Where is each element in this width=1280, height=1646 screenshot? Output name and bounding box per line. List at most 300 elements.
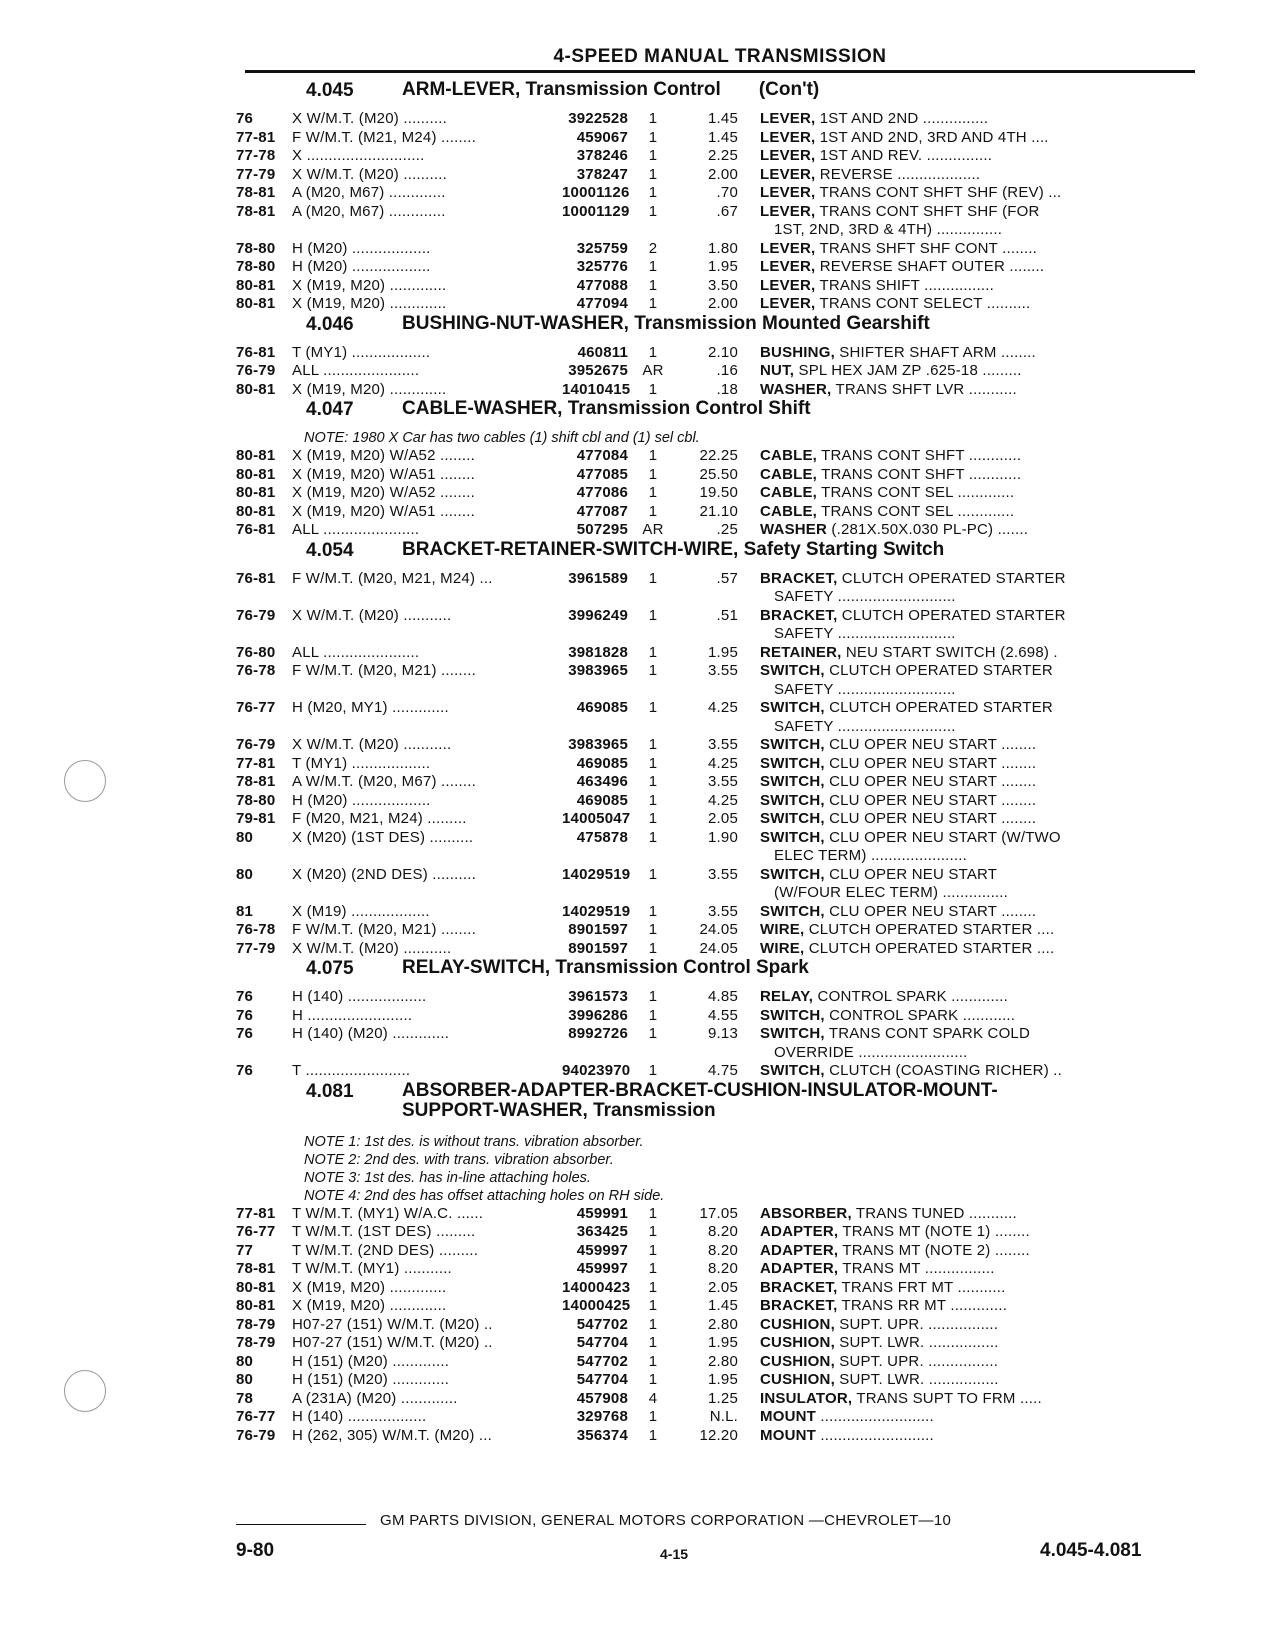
section-title bbox=[402, 540, 944, 560]
description bbox=[738, 344, 1236, 363]
description bbox=[738, 866, 1236, 903]
description-keyword: LEVER, bbox=[760, 276, 816, 294]
description bbox=[738, 903, 1236, 922]
application: H ........................ bbox=[292, 1006, 413, 1024]
quantity: 1 bbox=[648, 276, 658, 294]
description-text: TRANS CONT SHFT ............ bbox=[817, 447, 1022, 464]
model-years: 78-81 bbox=[236, 1260, 276, 1277]
price: 4.25 bbox=[708, 791, 738, 809]
part-number: 14000425 bbox=[562, 1297, 631, 1314]
quantity: 1 bbox=[648, 110, 658, 127]
part-number: 363425 bbox=[576, 1223, 628, 1240]
part-number: 3996249 bbox=[568, 606, 628, 624]
description bbox=[738, 203, 1236, 240]
part-row bbox=[236, 903, 1196, 922]
price: 24.05 bbox=[699, 939, 738, 957]
application: X (M19, M20) W/A51 ........ bbox=[292, 465, 475, 483]
quantity: 1 bbox=[648, 184, 658, 201]
price: 2.05 bbox=[708, 1278, 738, 1296]
part-row bbox=[236, 736, 1196, 755]
price: 4.75 bbox=[708, 1062, 738, 1079]
quantity: 1 bbox=[648, 643, 658, 661]
description-keyword: LEVER, bbox=[760, 110, 816, 127]
model-years: 80 bbox=[236, 865, 254, 883]
price: 24.05 bbox=[699, 921, 738, 938]
part-row bbox=[236, 381, 1196, 400]
description bbox=[738, 1297, 1236, 1316]
application: ALL ...................... bbox=[292, 521, 420, 538]
quantity: 1 bbox=[648, 606, 658, 624]
description-keyword: SWITCH, bbox=[760, 828, 825, 846]
application: H (M20, MY1) ............. bbox=[292, 699, 449, 716]
part-number: 3983965 bbox=[568, 736, 628, 753]
part-number: 547702 bbox=[576, 1352, 628, 1370]
application: H (140) .................. bbox=[292, 1408, 427, 1425]
quantity: 1 bbox=[648, 1241, 658, 1259]
application: X (M19) .................. bbox=[292, 902, 430, 920]
description-keyword: SWITCH, bbox=[760, 902, 825, 920]
part-number: 477094 bbox=[576, 295, 628, 312]
part-number: 459997 bbox=[576, 1241, 628, 1259]
model-years: 78-81 bbox=[236, 773, 276, 790]
model-years: 80-81 bbox=[236, 1278, 276, 1296]
quantity: 1 bbox=[648, 295, 658, 312]
price: 2.05 bbox=[708, 810, 738, 827]
description bbox=[738, 940, 1236, 959]
model-years: 78-79 bbox=[236, 1334, 276, 1351]
quantity: 1 bbox=[648, 1315, 658, 1333]
quantity: AR bbox=[642, 521, 664, 538]
part-row bbox=[236, 1297, 1196, 1316]
section-number: 4.081 bbox=[306, 1080, 354, 1102]
description-keyword: WIRE, bbox=[760, 939, 805, 957]
description bbox=[738, 466, 1236, 485]
price: 4.25 bbox=[708, 754, 738, 772]
application: X W/M.T. (M20) ........... bbox=[292, 736, 452, 753]
part-row bbox=[236, 1062, 1196, 1081]
application: H (M20) .................. bbox=[292, 258, 431, 275]
description-keyword: CUSHION, bbox=[760, 1334, 835, 1351]
part-row bbox=[236, 662, 1196, 699]
section-heading bbox=[236, 1081, 1196, 1133]
footer-section-range: 4.045-4.081 bbox=[1040, 1540, 1142, 1561]
part-row bbox=[236, 1334, 1196, 1353]
part-row bbox=[236, 1353, 1196, 1372]
application: X (M19, M20) W/A52 ........ bbox=[292, 484, 475, 501]
part-row bbox=[236, 344, 1196, 363]
description-text: TRANS SHFT LVR ........... bbox=[831, 380, 1017, 398]
description-keyword: SWITCH, bbox=[760, 1062, 825, 1079]
description-keyword: SWITCH, bbox=[760, 736, 825, 753]
model-years: 76-81 bbox=[236, 569, 276, 587]
description-text: TRANS MT (NOTE 1) ........ bbox=[838, 1223, 1030, 1240]
quantity: 1 bbox=[648, 865, 658, 883]
section-number: 4.046 bbox=[306, 313, 354, 335]
price: .18 bbox=[716, 380, 738, 398]
quantity: 1 bbox=[648, 773, 658, 790]
quantity: 1 bbox=[648, 1062, 658, 1079]
model-years: 76-79 bbox=[236, 736, 276, 753]
quantity: 1 bbox=[648, 939, 658, 957]
section-note: NOTE 3: 1st des. has in-line attaching holes. bbox=[304, 1169, 591, 1186]
part-row bbox=[236, 277, 1196, 296]
title-rule bbox=[245, 70, 1195, 73]
description-keyword: ADAPTER, bbox=[760, 1241, 839, 1259]
description-keyword: SWITCH, bbox=[760, 791, 825, 809]
binder-hole-mark bbox=[64, 1370, 106, 1412]
part-number: 3996286 bbox=[568, 1006, 628, 1024]
description-text: TRANS RR MT ............. bbox=[837, 1297, 1008, 1314]
description-text: TRANS TUNED ........... bbox=[851, 1204, 1017, 1222]
quantity: 1 bbox=[648, 202, 658, 220]
price: 8.20 bbox=[708, 1241, 738, 1259]
part-number: 547704 bbox=[576, 1371, 628, 1388]
description-text: TRANS SUPT TO FRM ..... bbox=[852, 1389, 1042, 1407]
quantity: AR bbox=[642, 362, 664, 379]
price: 4.85 bbox=[708, 988, 738, 1005]
model-years: 78-81 bbox=[236, 202, 276, 220]
part-number: 14029519 bbox=[562, 902, 631, 920]
part-number: 378247 bbox=[576, 165, 628, 183]
description-text: CLUTCH OPERATED STARTER bbox=[837, 606, 1066, 624]
description-keyword: SWITCH, bbox=[760, 754, 825, 772]
application: T ........................ bbox=[292, 1062, 411, 1079]
model-years: 78-80 bbox=[236, 791, 276, 809]
model-years: 76 bbox=[236, 988, 254, 1005]
section-title-text: ARM-LEVER, Transmission Control bbox=[402, 79, 721, 100]
quantity: 1 bbox=[648, 736, 658, 753]
model-years: 76-78 bbox=[236, 921, 276, 938]
description-text: REVERSE ................... bbox=[815, 165, 981, 183]
model-years: 76 bbox=[236, 1062, 254, 1079]
application: F W/M.T. (M20, M21, M24) ... bbox=[292, 569, 493, 587]
application: T W/M.T. (1ST DES) ......... bbox=[292, 1223, 476, 1240]
description bbox=[738, 447, 1236, 466]
application: X (M20) (2ND DES) .......... bbox=[292, 865, 476, 883]
description bbox=[738, 258, 1236, 277]
quantity: 1 bbox=[648, 791, 658, 809]
model-years: 78 bbox=[236, 1389, 254, 1407]
price: .57 bbox=[716, 569, 738, 587]
description-continuation: 1ST, 2ND, 3RD & 4TH) ............... bbox=[774, 221, 1003, 238]
part-row bbox=[236, 988, 1196, 1007]
description-text: CLU OPER NEU START ........ bbox=[824, 754, 1037, 772]
description-text: .......................... bbox=[816, 1426, 934, 1444]
quantity: 1 bbox=[648, 1278, 658, 1296]
part-row bbox=[236, 921, 1196, 940]
quantity: 1 bbox=[648, 128, 658, 146]
description-keyword: SWITCH, bbox=[760, 810, 825, 827]
price: N.L. bbox=[709, 1408, 738, 1425]
quantity: 1 bbox=[648, 921, 658, 938]
description-text: TRANS CONT SHFT SHF (REV) ... bbox=[815, 184, 1062, 201]
description-keyword: LEVER, bbox=[760, 258, 816, 275]
description-continuation: SAFETY ........................... bbox=[774, 717, 956, 735]
application: ALL ...................... bbox=[292, 362, 420, 379]
section-number: 4.054 bbox=[306, 539, 354, 561]
application: F W/M.T. (M20, M21) ........ bbox=[292, 921, 476, 938]
model-years: 76 bbox=[236, 1006, 254, 1024]
part-number: 477088 bbox=[576, 276, 628, 294]
section-note: NOTE 4: 2nd des has offset attaching holes on RH side. bbox=[304, 1187, 665, 1204]
part-row bbox=[236, 1427, 1196, 1446]
part-row bbox=[236, 1260, 1196, 1279]
part-number: 325776 bbox=[576, 258, 628, 275]
quantity: 1 bbox=[648, 1297, 658, 1314]
application: H (M20) .................. bbox=[292, 239, 431, 257]
part-row bbox=[236, 755, 1196, 774]
model-years: 78-81 bbox=[236, 184, 276, 201]
model-years: 78-79 bbox=[236, 1315, 276, 1333]
model-years: 76-77 bbox=[236, 1408, 276, 1425]
price: 3.55 bbox=[708, 662, 738, 679]
description-text: TRANS MT ................ bbox=[838, 1260, 995, 1277]
application: X (M19, M20) W/A51 ........ bbox=[292, 502, 475, 520]
section-note: NOTE 2: 2nd des. with trans. vibration absorber. bbox=[304, 1151, 614, 1168]
description-continuation: OVERRIDE ......................... bbox=[774, 1043, 968, 1061]
part-row bbox=[236, 147, 1196, 166]
model-years: 80-81 bbox=[236, 465, 276, 483]
description bbox=[738, 988, 1236, 1007]
price: 1.25 bbox=[708, 1389, 738, 1407]
description-keyword: WIRE, bbox=[760, 921, 805, 938]
part-row bbox=[236, 810, 1196, 829]
section-note: NOTE: 1980 X Car has two cables (1) shift cbl and (1) sel cbl. bbox=[304, 430, 700, 446]
model-years: 77-81 bbox=[236, 1204, 276, 1222]
part-row bbox=[236, 1007, 1196, 1026]
description-keyword: WASHER bbox=[760, 521, 828, 538]
description-text: CLU OPER NEU START ........ bbox=[824, 736, 1037, 753]
part-row bbox=[236, 866, 1196, 903]
description-keyword: INSULATOR, bbox=[760, 1389, 853, 1407]
price: 2.80 bbox=[708, 1315, 738, 1333]
description-keyword: ADAPTER, bbox=[760, 1223, 839, 1240]
application: A W/M.T. (M20, M67) ........ bbox=[292, 773, 476, 790]
quantity: 1 bbox=[648, 502, 658, 520]
description-keyword: SWITCH, bbox=[760, 1006, 825, 1024]
footer-publisher: GM PARTS DIVISION, GENERAL MOTORS CORPORATION —CHEVROLET—10 bbox=[380, 1512, 952, 1529]
quantity: 1 bbox=[648, 484, 658, 501]
part-number: 3981828 bbox=[568, 643, 628, 661]
footer-page-number: 4-15 bbox=[660, 1546, 689, 1562]
description-continuation: SAFETY ........................... bbox=[774, 680, 956, 698]
description-text: 1ST AND REV. ............... bbox=[815, 147, 993, 164]
application: H (140) (M20) ............. bbox=[292, 1025, 450, 1042]
footer-rule bbox=[236, 1524, 366, 1525]
model-years: 78-80 bbox=[236, 258, 276, 275]
price: 21.10 bbox=[699, 502, 738, 520]
model-years: 80-81 bbox=[236, 484, 276, 501]
quantity: 1 bbox=[648, 165, 658, 183]
description-text: SUPT. UPR. ................ bbox=[834, 1315, 999, 1333]
description-text: CLU OPER NEU START ........ bbox=[824, 902, 1037, 920]
part-row bbox=[236, 1205, 1196, 1224]
description-text: TRANS CONT SEL ............. bbox=[817, 502, 1015, 520]
section-title bbox=[402, 1081, 998, 1121]
description-text: SPL HEX JAM ZP .625-18 ......... bbox=[794, 362, 1022, 379]
part-number: 10001129 bbox=[562, 202, 630, 220]
description-keyword: CABLE, bbox=[760, 502, 818, 520]
price: 4.55 bbox=[708, 1006, 738, 1024]
page-title: 4-SPEED MANUAL TRANSMISSION bbox=[553, 46, 887, 67]
part-number: 3922528 bbox=[568, 110, 628, 127]
price: 3.55 bbox=[708, 736, 738, 753]
description-keyword: LEVER, bbox=[760, 128, 816, 146]
part-number: 356374 bbox=[576, 1426, 628, 1444]
part-number: 329768 bbox=[576, 1408, 628, 1425]
description-text: CONTROL SPARK ............. bbox=[813, 988, 1008, 1005]
description bbox=[738, 1260, 1236, 1279]
application: X W/M.T. (M20) .......... bbox=[292, 165, 448, 183]
description bbox=[738, 362, 1236, 381]
part-number: 475878 bbox=[576, 828, 628, 846]
quantity: 1 bbox=[648, 754, 658, 772]
price: .70 bbox=[716, 184, 738, 201]
part-row bbox=[236, 166, 1196, 185]
model-years: 77-79 bbox=[236, 939, 276, 957]
application: X (M19, M20) W/A52 ........ bbox=[292, 447, 475, 464]
price: 22.25 bbox=[699, 447, 738, 464]
description-text: CLUTCH OPERATED STARTER bbox=[824, 662, 1053, 679]
part-number: 459997 bbox=[576, 1260, 628, 1277]
price: 9.13 bbox=[708, 1025, 738, 1042]
description-keyword: LEVER, bbox=[760, 184, 816, 201]
description bbox=[738, 166, 1236, 185]
description-keyword: CABLE, bbox=[760, 484, 818, 501]
application: H07-27 (151) W/M.T. (M20) .. bbox=[292, 1315, 493, 1333]
quantity: 1 bbox=[648, 828, 658, 846]
description bbox=[738, 1334, 1236, 1353]
description-continuation: SAFETY ........................... bbox=[774, 588, 956, 605]
description bbox=[738, 570, 1236, 607]
model-years: 77-81 bbox=[236, 128, 276, 146]
description bbox=[738, 240, 1236, 259]
description-text: CLU OPER NEU START (W/TWO bbox=[824, 828, 1061, 846]
description-text: CLUTCH (COASTING RICHER) .. bbox=[824, 1062, 1063, 1079]
quantity: 1 bbox=[648, 1260, 658, 1277]
part-row bbox=[236, 447, 1196, 466]
application: X W/M.T. (M20) ........... bbox=[292, 939, 452, 957]
quantity: 1 bbox=[648, 988, 658, 1005]
quantity: 1 bbox=[648, 810, 658, 827]
description-text: REVERSE SHAFT OUTER ........ bbox=[815, 258, 1045, 275]
application: F (M20, M21, M24) ......... bbox=[292, 810, 467, 827]
part-number: 378246 bbox=[576, 147, 628, 164]
section-title-text: CABLE-WASHER, Transmission Control Shift bbox=[402, 398, 811, 419]
application: X (M19, M20) ............. bbox=[292, 276, 447, 294]
description-keyword: SWITCH, bbox=[760, 1025, 825, 1042]
section-heading bbox=[236, 958, 1196, 988]
part-number: 507295 bbox=[576, 521, 628, 538]
application: H (M20) .................. bbox=[292, 791, 431, 809]
model-years: 76-77 bbox=[236, 1223, 276, 1240]
application: T W/M.T. (2ND DES) ......... bbox=[292, 1241, 479, 1259]
part-number: 477087 bbox=[576, 502, 628, 520]
quantity: 1 bbox=[648, 343, 658, 361]
description bbox=[738, 736, 1236, 755]
price: 1.80 bbox=[708, 239, 738, 257]
application: A (M20, M67) ............. bbox=[292, 184, 446, 201]
description-text: CLUTCH OPERATED STARTER .... bbox=[804, 921, 1055, 938]
description-text: SHIFTER SHAFT ARM ........ bbox=[834, 343, 1036, 361]
model-years: 76-81 bbox=[236, 521, 276, 538]
model-years: 80-81 bbox=[236, 502, 276, 520]
model-years: 76-77 bbox=[236, 699, 276, 716]
model-years: 81 bbox=[236, 902, 254, 920]
description bbox=[738, 184, 1236, 203]
description bbox=[738, 484, 1236, 503]
section-heading bbox=[236, 314, 1196, 344]
price: 4.25 bbox=[708, 699, 738, 716]
part-number: 14010415 bbox=[562, 380, 631, 398]
application: X (M19, M20) ............. bbox=[292, 1297, 447, 1314]
description-text: (.281X.50X.030 PL-PC) ....... bbox=[827, 521, 1029, 538]
description-keyword: SWITCH, bbox=[760, 699, 825, 716]
description bbox=[738, 1371, 1236, 1390]
price: 1.95 bbox=[708, 643, 738, 661]
part-row bbox=[236, 1371, 1196, 1390]
price: 1.45 bbox=[708, 110, 738, 127]
part-row bbox=[236, 362, 1196, 381]
description-keyword: CUSHION, bbox=[760, 1315, 835, 1333]
price: 19.50 bbox=[699, 484, 738, 501]
part-row bbox=[236, 1390, 1196, 1409]
price: 2.00 bbox=[708, 165, 738, 183]
description bbox=[738, 503, 1236, 522]
price: 1.90 bbox=[708, 828, 738, 846]
model-years: 80-81 bbox=[236, 447, 276, 464]
description bbox=[738, 662, 1236, 699]
quantity: 1 bbox=[648, 662, 658, 679]
price: 1.95 bbox=[708, 1334, 738, 1351]
application: A (231A) (M20) ............. bbox=[292, 1389, 458, 1407]
quantity: 1 bbox=[648, 1352, 658, 1370]
price: 12.20 bbox=[699, 1426, 738, 1444]
part-row bbox=[236, 110, 1196, 129]
application: A (M20, M67) ............. bbox=[292, 202, 446, 220]
part-row bbox=[236, 829, 1196, 866]
description-keyword: SWITCH, bbox=[760, 773, 825, 790]
description bbox=[738, 1242, 1236, 1261]
quantity: 1 bbox=[648, 1408, 658, 1425]
quantity: 1 bbox=[648, 1371, 658, 1388]
description-continuation: (W/FOUR ELEC TERM) ............... bbox=[774, 884, 1009, 901]
application: H (151) (M20) ............. bbox=[292, 1371, 450, 1388]
description-text: TRANS CONT SHFT SHF (FOR bbox=[815, 202, 1040, 220]
model-years: 80 bbox=[236, 1352, 254, 1370]
section-title-text: ABSORBER-ADAPTER-BRACKET-CUSHION-INSULATOR-MOUNT- bbox=[402, 1079, 998, 1101]
model-years: 80 bbox=[236, 1371, 254, 1388]
section-title-line2: SUPPORT-WASHER, Transmission bbox=[402, 1099, 716, 1121]
application: X (M19, M20) ............. bbox=[292, 380, 447, 398]
description bbox=[738, 1025, 1236, 1062]
model-years: 76-79 bbox=[236, 606, 276, 624]
price: .25 bbox=[716, 521, 738, 538]
part-row bbox=[236, 940, 1196, 959]
section-heading bbox=[236, 540, 1196, 570]
part-number: 460811 bbox=[577, 343, 628, 361]
section-title-text: BUSHING-NUT-WASHER, Transmission Mounted Gearshift bbox=[402, 312, 930, 334]
price: 2.25 bbox=[708, 147, 738, 164]
description-keyword: CUSHION, bbox=[760, 1352, 835, 1370]
description bbox=[738, 1279, 1236, 1298]
description bbox=[738, 1007, 1236, 1026]
application: T W/M.T. (MY1) ........... bbox=[292, 1260, 452, 1277]
part-row bbox=[236, 570, 1196, 607]
description-text: .......................... bbox=[816, 1408, 934, 1425]
model-years: 79-81 bbox=[236, 810, 276, 827]
section-note: NOTE 1: 1st des. is without trans. vibration absorber. bbox=[304, 1133, 644, 1150]
